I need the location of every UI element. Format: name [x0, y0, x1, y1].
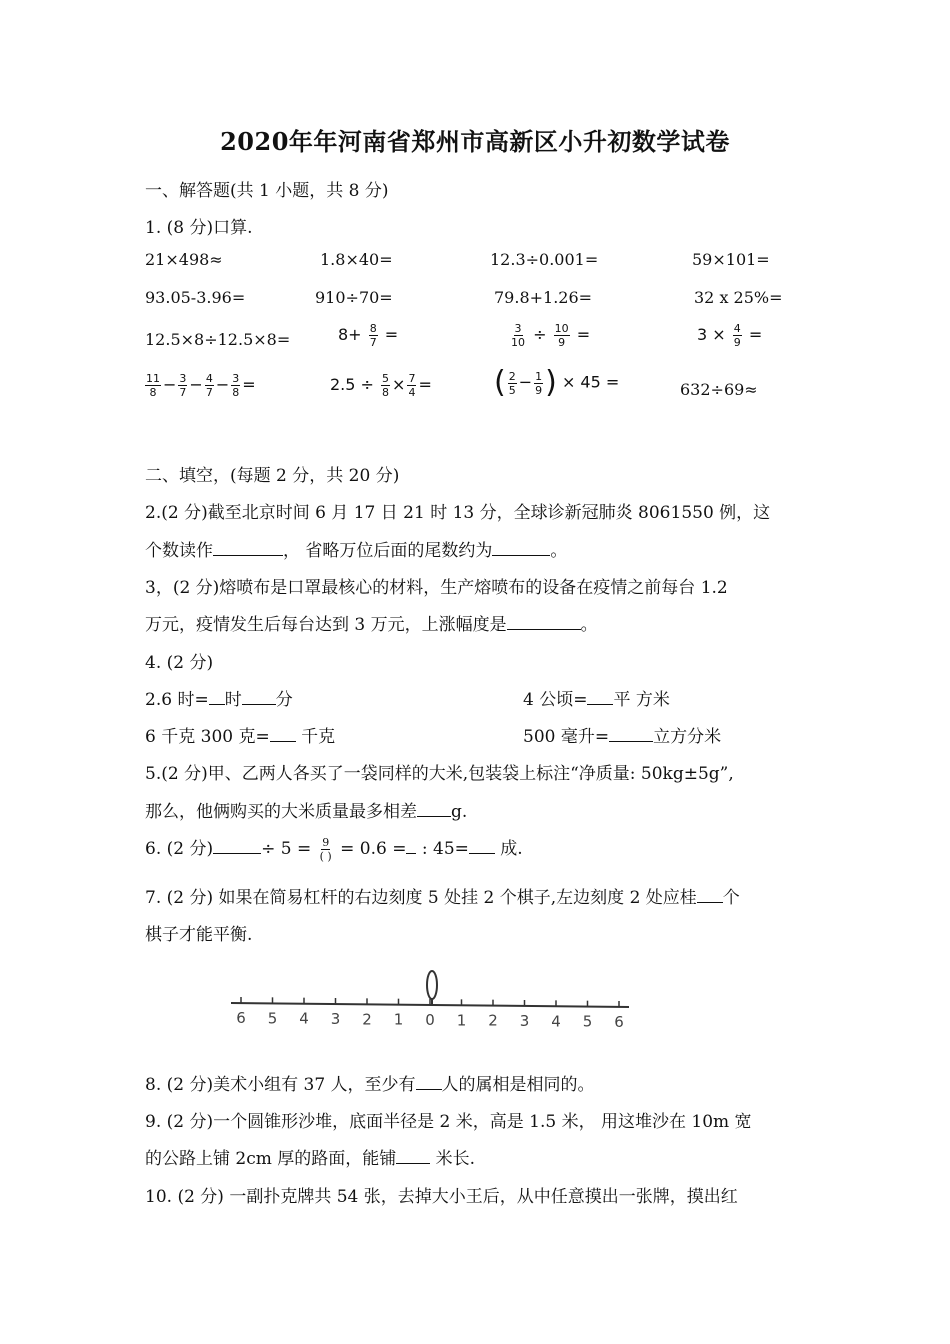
- lever-label: 6: [236, 1009, 246, 1027]
- calc-cell: [330, 372, 432, 399]
- fraction: [733, 322, 742, 349]
- question-4-label: 4. (2 分): [145, 653, 214, 673]
- question-3-line2: [145, 610, 598, 635]
- answer-blank[interactable]: [396, 1149, 430, 1164]
- answer-blank[interactable]: [242, 690, 276, 705]
- denominator: 7: [179, 386, 187, 399]
- calc-text: ÷: [533, 325, 547, 344]
- section2-header: 二、填空，(每题 2 分，共 20 分): [145, 466, 400, 486]
- answer-blank[interactable]: [417, 802, 451, 817]
- question-2-line1: 2.(2 分)截至北京时间 6 月 17 日 21 时 13 分，全球诊新冠肺炎 8061550 例，这: [145, 503, 771, 523]
- numerator: 3: [514, 322, 522, 335]
- answer-blank[interactable]: [213, 541, 283, 556]
- calc-text: =: [384, 325, 399, 344]
- numerator: 10: [554, 322, 569, 335]
- lever-labels: [236, 1009, 624, 1031]
- lever-label: 6: [614, 1013, 624, 1031]
- answer-blank[interactable]: [213, 839, 261, 854]
- q7-text: 个: [722, 888, 740, 908]
- denominator: 9: [535, 383, 543, 397]
- q4-text: 6 千克 300 克=: [145, 727, 270, 747]
- q2-text: 个数读作: [145, 541, 213, 561]
- denominator: 8: [232, 386, 240, 399]
- q4-text: 立方分米: [653, 727, 722, 747]
- lever-figure: [225, 965, 635, 1045]
- calc-cell: [494, 365, 620, 400]
- fraction: [407, 372, 416, 399]
- q6-text: : 45=: [416, 839, 469, 859]
- right-paren: ): [545, 365, 557, 400]
- calc-text: =: [418, 375, 432, 394]
- calc-cell: 632÷69≈: [680, 380, 758, 399]
- lever-label: 4: [299, 1009, 309, 1028]
- lever-label: 2: [488, 1011, 498, 1030]
- question-4-item-d: [523, 722, 721, 747]
- question-9-line1: 9. (2 分)一个圆锥形沙堆，底面半径是 2 米，高是 1.5 米， 用这堆沙在 10m 宽: [145, 1112, 752, 1132]
- fraction: [510, 322, 526, 349]
- q6-text: ÷ 5 =: [261, 839, 312, 859]
- denominator: 8: [149, 386, 157, 399]
- calc-text: 3 ×: [697, 325, 726, 344]
- numerator: 7: [408, 372, 416, 385]
- minus-sign: −: [189, 375, 203, 394]
- q5-text: 那么，他俩购买的大米质量最多相差: [145, 802, 417, 822]
- q9-text: 的公路上铺 2cm 厚的路面，能铺: [145, 1149, 397, 1169]
- page-title: 2020年年河南省郑州市高新区小升初数学试卷: [220, 127, 730, 156]
- calc-text: ×: [392, 375, 406, 394]
- question-4-item-b: [523, 685, 670, 710]
- fraction: [381, 372, 390, 399]
- fraction: [508, 370, 517, 397]
- fraction: [319, 836, 333, 863]
- fraction: [205, 372, 214, 399]
- q6-text: = 0.6 =: [340, 839, 407, 859]
- fraction: [534, 370, 543, 397]
- calc-cell: 79.8+1.26=: [494, 288, 593, 307]
- question-3-line1: 3，(2 分)熔喷布是口罩最核心的材料，生产熔喷布的设备在疫情之前每台 1.2: [145, 578, 728, 598]
- question-7-line1: [145, 883, 740, 908]
- q4-text: 千克: [295, 727, 336, 747]
- q6-text: 6. (2 分): [145, 839, 214, 859]
- calc-text: 8+: [338, 325, 362, 344]
- answer-blank[interactable]: [270, 727, 296, 742]
- question-9-line2: [145, 1144, 475, 1169]
- calc-cell: [508, 322, 590, 349]
- lever-label: 5: [582, 1012, 593, 1031]
- numerator: 4: [205, 372, 213, 385]
- minus-sign: −: [215, 375, 230, 394]
- answer-blank[interactable]: [406, 839, 416, 854]
- q4-text: 时: [224, 690, 242, 710]
- denominator: 9: [733, 336, 741, 349]
- pivot-icon: [427, 971, 437, 999]
- question-4-item-a: [145, 685, 293, 710]
- denominator: 8: [382, 386, 390, 399]
- q4-text: 2.6 时=: [145, 690, 209, 710]
- calc-text: 2.5 ÷: [330, 375, 374, 394]
- answer-blank[interactable]: [469, 839, 495, 854]
- answer-blank[interactable]: [416, 1075, 442, 1090]
- calc-text: =: [576, 325, 591, 344]
- lever-label: 3: [330, 1010, 341, 1028]
- denominator: 7: [369, 336, 377, 349]
- lever-label: 5: [267, 1009, 278, 1028]
- question-4-item-c: [145, 722, 335, 747]
- calc-cell: [697, 322, 762, 349]
- denominator: 10: [511, 336, 525, 349]
- lever-label: 2: [362, 1010, 372, 1029]
- question-5-line2: [145, 797, 467, 822]
- lever-label: 3: [519, 1012, 530, 1030]
- question-10-line1: 10. (2 分) 一副扑克牌共 54 张，去掉大小王后，从中任意摸出一张牌，摸出红: [145, 1187, 738, 1207]
- numerator: 9: [322, 836, 330, 849]
- q4-text: 500 毫升=: [523, 727, 610, 747]
- left-paren: (: [494, 365, 506, 400]
- lever-label: 4: [551, 1012, 561, 1031]
- numerator: 11: [146, 372, 160, 385]
- calc-text: × 45 =: [561, 372, 620, 392]
- q4-text: 分: [275, 690, 293, 710]
- calc-text: −: [518, 372, 533, 392]
- numerator: 5: [382, 372, 390, 385]
- q2-text: 。: [550, 541, 568, 561]
- calc-cell: 910÷70=: [315, 288, 393, 307]
- q8-text: 人的属相是相同的。: [441, 1075, 595, 1095]
- numerator: 3: [232, 372, 240, 385]
- numerator: 8: [369, 322, 377, 335]
- calc-text: =: [242, 375, 256, 394]
- numerator: 1: [535, 369, 543, 383]
- q3-text: 。: [580, 615, 598, 635]
- q7-text: 7. (2 分) 如果在简易杠杆的右边刻度 5 处挂 2 个棋子,左边刻度 2 处应桂: [145, 888, 697, 908]
- lever-label: 1: [456, 1011, 467, 1030]
- fraction: [231, 372, 240, 399]
- question-1-label: 1. (8 分)口算.: [145, 218, 253, 238]
- denominator: 5: [508, 383, 516, 397]
- fraction: [178, 372, 187, 399]
- answer-blank[interactable]: [609, 727, 653, 742]
- numerator: 2: [508, 369, 516, 383]
- answer-blank[interactable]: [492, 541, 550, 556]
- calc-cell: 59×101=: [692, 250, 770, 269]
- calc-cell: [338, 322, 398, 349]
- q9-text: 米长.: [430, 1149, 476, 1169]
- q4-text: 4 公顷=: [523, 690, 588, 710]
- calc-cell: [143, 372, 256, 399]
- answer-blank[interactable]: [587, 690, 613, 705]
- q2-text: ， 省略万位后面的尾数约为: [283, 541, 493, 561]
- answer-blank[interactable]: [209, 690, 225, 705]
- q3-text: 万元，疫情发生后每台达到 3 万元，上涨幅度是: [145, 615, 507, 635]
- calc-cell: 12.3÷0.001=: [490, 250, 599, 269]
- question-6: [145, 834, 523, 863]
- q4-text: 平 方米: [613, 690, 670, 710]
- q8-text: 8. (2 分)美术小组有 37 人，至少有: [145, 1075, 416, 1095]
- fraction: [369, 322, 378, 349]
- numerator: 4: [733, 322, 741, 335]
- lever-label: 0: [425, 1011, 435, 1029]
- answer-blank[interactable]: [697, 888, 723, 903]
- question-5-line1: 5.(2 分)甲、乙两人各买了一袋同样的大米,包装袋上标注“净质量: 50kg±5g”,: [145, 764, 734, 784]
- numerator: 3: [179, 372, 187, 385]
- lever-label: 1: [393, 1010, 404, 1029]
- question-7-line2: 棋子才能平衡.: [145, 925, 253, 945]
- question-2-line2: [145, 536, 567, 561]
- fraction: [554, 322, 570, 349]
- denominator: 9: [558, 336, 566, 349]
- fraction: [145, 372, 161, 399]
- answer-blank[interactable]: [507, 615, 581, 630]
- denominator: 7: [205, 386, 213, 399]
- q5-text: g.: [451, 802, 468, 822]
- question-8: [145, 1070, 595, 1095]
- denominator: 4: [408, 386, 416, 399]
- denominator: ( ): [319, 850, 332, 863]
- q6-text: 成.: [494, 839, 523, 859]
- minus-sign: −: [163, 375, 177, 394]
- calc-cell: 93.05-3.96=: [145, 288, 246, 307]
- calc-cell: 12.5×8÷12.5×8=: [145, 330, 291, 349]
- calc-text: =: [748, 325, 763, 344]
- calc-cell: 32 x 25%=: [694, 288, 783, 307]
- section1-header: 一、解答题(共 1 小题，共 8 分): [145, 181, 389, 201]
- calc-cell: 21×498≈: [145, 250, 223, 269]
- calc-cell: 1.8×40=: [320, 250, 393, 269]
